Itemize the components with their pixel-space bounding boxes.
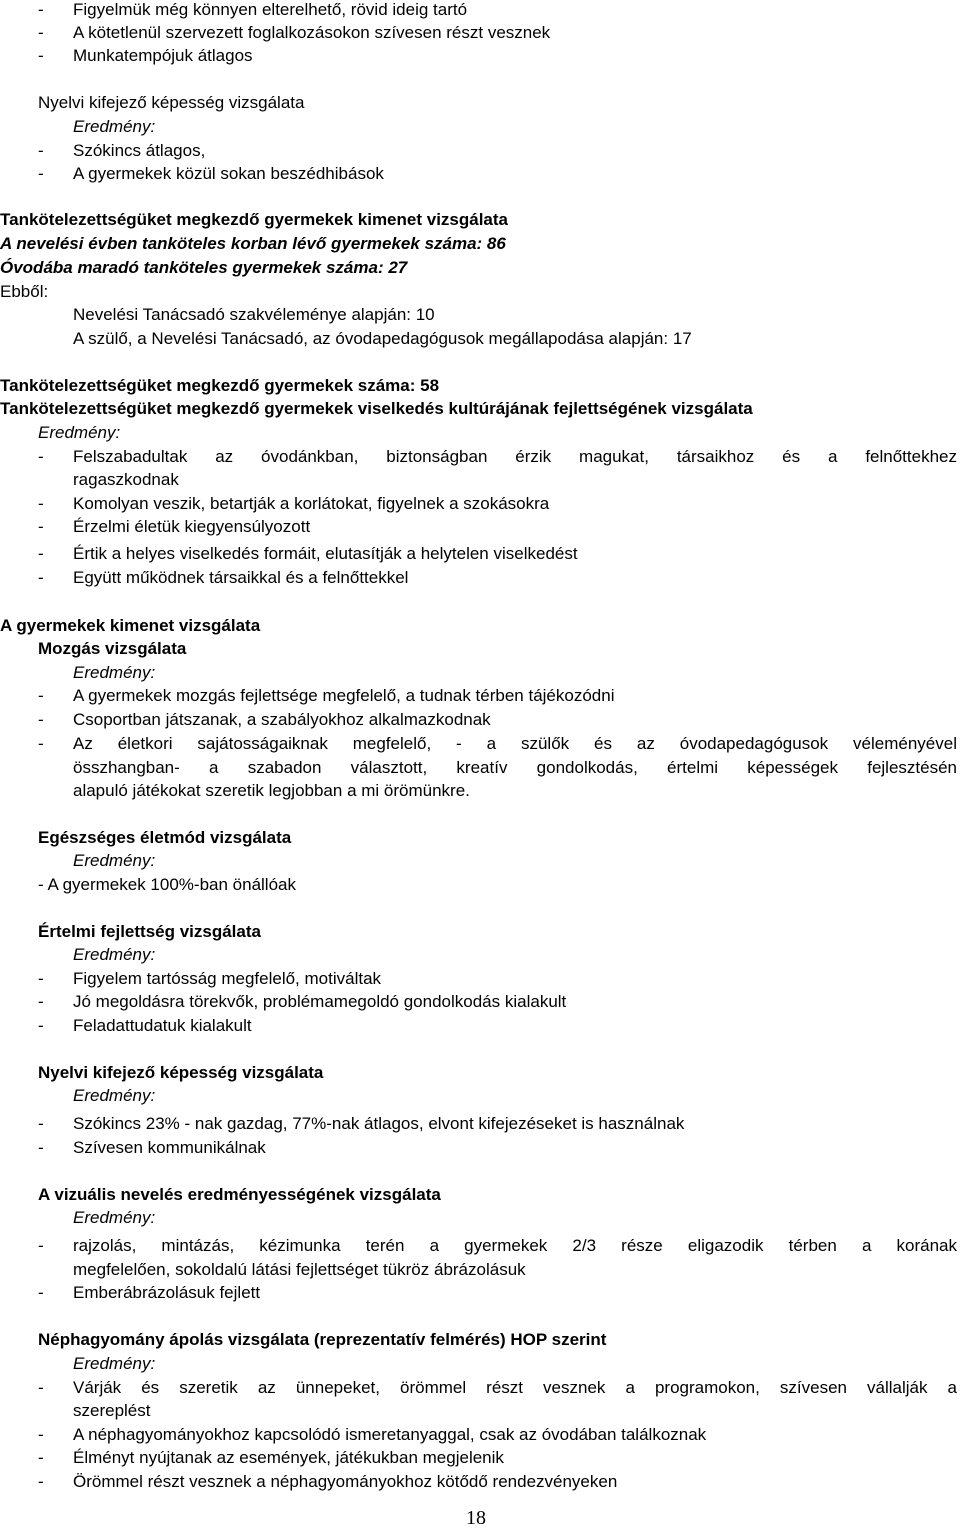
- list-item: A gyermekek mozgás fejlettsége megfelelő, a tudnak térben tájékozódni: [73, 686, 615, 705]
- list-item: rajzolás, mintázás, kézimunka terén a gyermekek 2/3 része eligazodik térben a korának: [73, 1236, 957, 1255]
- list-item: Szívesen kommunikálnak: [73, 1138, 266, 1157]
- list-item: Együtt működnek társaikkal és a felnőttekkel: [73, 568, 409, 587]
- list-item: Jó megoldásra törekvők, problémamegoldó gondolkodás kialakult: [73, 992, 567, 1011]
- list-dash: -: [38, 969, 44, 988]
- stat-line: A nevelési évben tanköteles korban lévő gyermekek száma: 86: [0, 234, 506, 253]
- section-heading: A vizuális nevelés eredményességének vizsgálata: [38, 1185, 441, 1204]
- list-item: Örömmel részt vesznek a néphagyományokhoz kötődő rendezvényeken: [73, 1472, 618, 1491]
- list-item-continued: alapuló játékokat szeretik legjobban a mi örömünkre.: [73, 781, 470, 800]
- list-item: Felszabadultak az óvodánkban, biztonságban érzik magukat, társaikhoz és a felnőttekhez: [73, 447, 957, 466]
- list-dash: -: [38, 1236, 44, 1255]
- list-item: - A gyermekek 100%-ban önállóak: [38, 875, 296, 894]
- list-item: Szókincs átlagos,: [73, 141, 206, 160]
- list-item: Szókincs 23% - nak gazdag, 77%-nak átlagos, elvont kifejezéseket is használnak: [73, 1114, 685, 1133]
- list-item: A gyermekek közül sokan beszédhibások: [73, 164, 384, 183]
- list-dash: -: [38, 992, 44, 1011]
- stat-line: A szülő, a Nevelési Tanácsadó, az óvodapedagógusok megállapodása alapján: 17: [73, 329, 692, 348]
- list-dash: -: [38, 1378, 44, 1397]
- list-item: Munkatempójuk átlagos: [73, 46, 253, 65]
- list-dash: -: [38, 494, 44, 513]
- result-label: Eredmény:: [73, 663, 156, 682]
- list-dash: -: [38, 568, 44, 587]
- list-dash: -: [38, 141, 44, 160]
- stat-line: Nevelési Tanácsadó szakvéleménye alapján: 10: [73, 305, 435, 324]
- list-dash: -: [38, 1283, 44, 1302]
- list-item: Várják és szeretik az ünnepeket, örömmel részt vesznek a programokon, szívesen vállalják a: [73, 1378, 957, 1397]
- list-item: Csoportban játszanak, a szabályokhoz alkalmazkodnak: [73, 710, 491, 729]
- section-heading: Néphagyomány ápolás vizsgálata (reprezentatív felmérés) HOP szerint: [38, 1330, 607, 1349]
- list-item: Az életkori sajátosságaiknak megfelelő, - a szülők és az óvodapedagógusok véleményével: [73, 734, 957, 753]
- stat-line: Tankötelezettségüket megkezdő gyermekek száma: 58: [0, 376, 440, 395]
- result-label: Eredmény:: [73, 1086, 156, 1105]
- section-heading: Értelmi fejlettség vizsgálata: [38, 922, 261, 941]
- list-item-continued: összhangban- a szabadon választott, kreatív gondolkodás, értelmi képességek fejlesztésén: [73, 758, 957, 777]
- stat-line: Óvodába maradó tanköteles gyermekek száma: 27: [0, 258, 408, 277]
- list-item-continued: ragaszkodnak: [73, 470, 179, 489]
- section-heading: Nyelvi kifejező képesség vizsgálata: [38, 1063, 324, 1082]
- list-item-continued: szereplést: [73, 1401, 151, 1420]
- subsection-heading: Mozgás vizsgálata: [38, 639, 187, 658]
- list-dash: -: [38, 1472, 44, 1491]
- section-heading: Tankötelezettségüket megkezdő gyermekek viselkedés kultúrájának fejlettségének vizsgálata: [0, 399, 753, 418]
- list-dash: -: [38, 1448, 44, 1467]
- result-label: Eredmény:: [73, 117, 156, 136]
- list-item: Érzelmi életük kiegyensúlyozott: [73, 517, 311, 536]
- list-item: Figyelem tartósság megfelelő, motiváltak: [73, 969, 382, 988]
- list-dash: -: [38, 517, 44, 536]
- list-dash: -: [38, 447, 44, 466]
- list-item: Emberábrázolásuk fejlett: [73, 1283, 261, 1302]
- result-label: Eredmény:: [73, 945, 156, 964]
- list-dash: -: [38, 734, 44, 753]
- list-dash: -: [38, 1138, 44, 1157]
- list-dash: -: [38, 1114, 44, 1133]
- list-dash: -: [38, 1425, 44, 1444]
- result-label: Eredmény:: [38, 423, 121, 442]
- list-item: Értik a helyes viselkedés formáit, elutasítják a helytelen viselkedést: [73, 544, 578, 563]
- list-item: Élményt nyújtanak az események, játékukban megjelenik: [73, 1448, 504, 1467]
- list-item: A kötetlenül szervezett foglalkozásokon szívesen részt vesznek: [73, 23, 551, 42]
- section-heading: Egészséges életmód vizsgálata: [38, 828, 292, 847]
- section-heading: A gyermekek kimenet vizsgálata: [0, 616, 261, 635]
- list-dash: -: [38, 46, 44, 65]
- list-dash: -: [38, 1016, 44, 1035]
- list-item: Komolyan veszik, betartják a korlátokat, figyelnek a szokásokra: [73, 494, 550, 513]
- section-heading: Tankötelezettségüket megkezdő gyermekek kimenet vizsgálata: [0, 210, 508, 229]
- list-dash: -: [38, 23, 44, 42]
- section-heading: Nyelvi kifejező képesség vizsgálata: [38, 93, 305, 112]
- ebbol-label: Ebből:: [0, 282, 49, 301]
- result-label: Eredmény:: [73, 1354, 156, 1373]
- list-dash: -: [38, 544, 44, 563]
- page-number: 18: [466, 1507, 486, 1529]
- list-item: Figyelmük még könnyen elterelhető, rövid ideig tartó: [73, 0, 468, 19]
- list-dash: -: [38, 164, 44, 183]
- list-dash: -: [38, 0, 44, 19]
- list-dash: -: [38, 710, 44, 729]
- list-item: A néphagyományokhoz kapcsolódó ismeretanyaggal, csak az óvodában találkoznak: [73, 1425, 707, 1444]
- result-label: Eredmény:: [73, 1208, 156, 1227]
- result-label: Eredmény:: [73, 851, 156, 870]
- list-dash: -: [38, 686, 44, 705]
- list-item-continued: megfelelően, sokoldalú látási fejlettséget tükröz ábrázolásuk: [73, 1260, 526, 1279]
- list-item: Feladattudatuk kialakult: [73, 1016, 252, 1035]
